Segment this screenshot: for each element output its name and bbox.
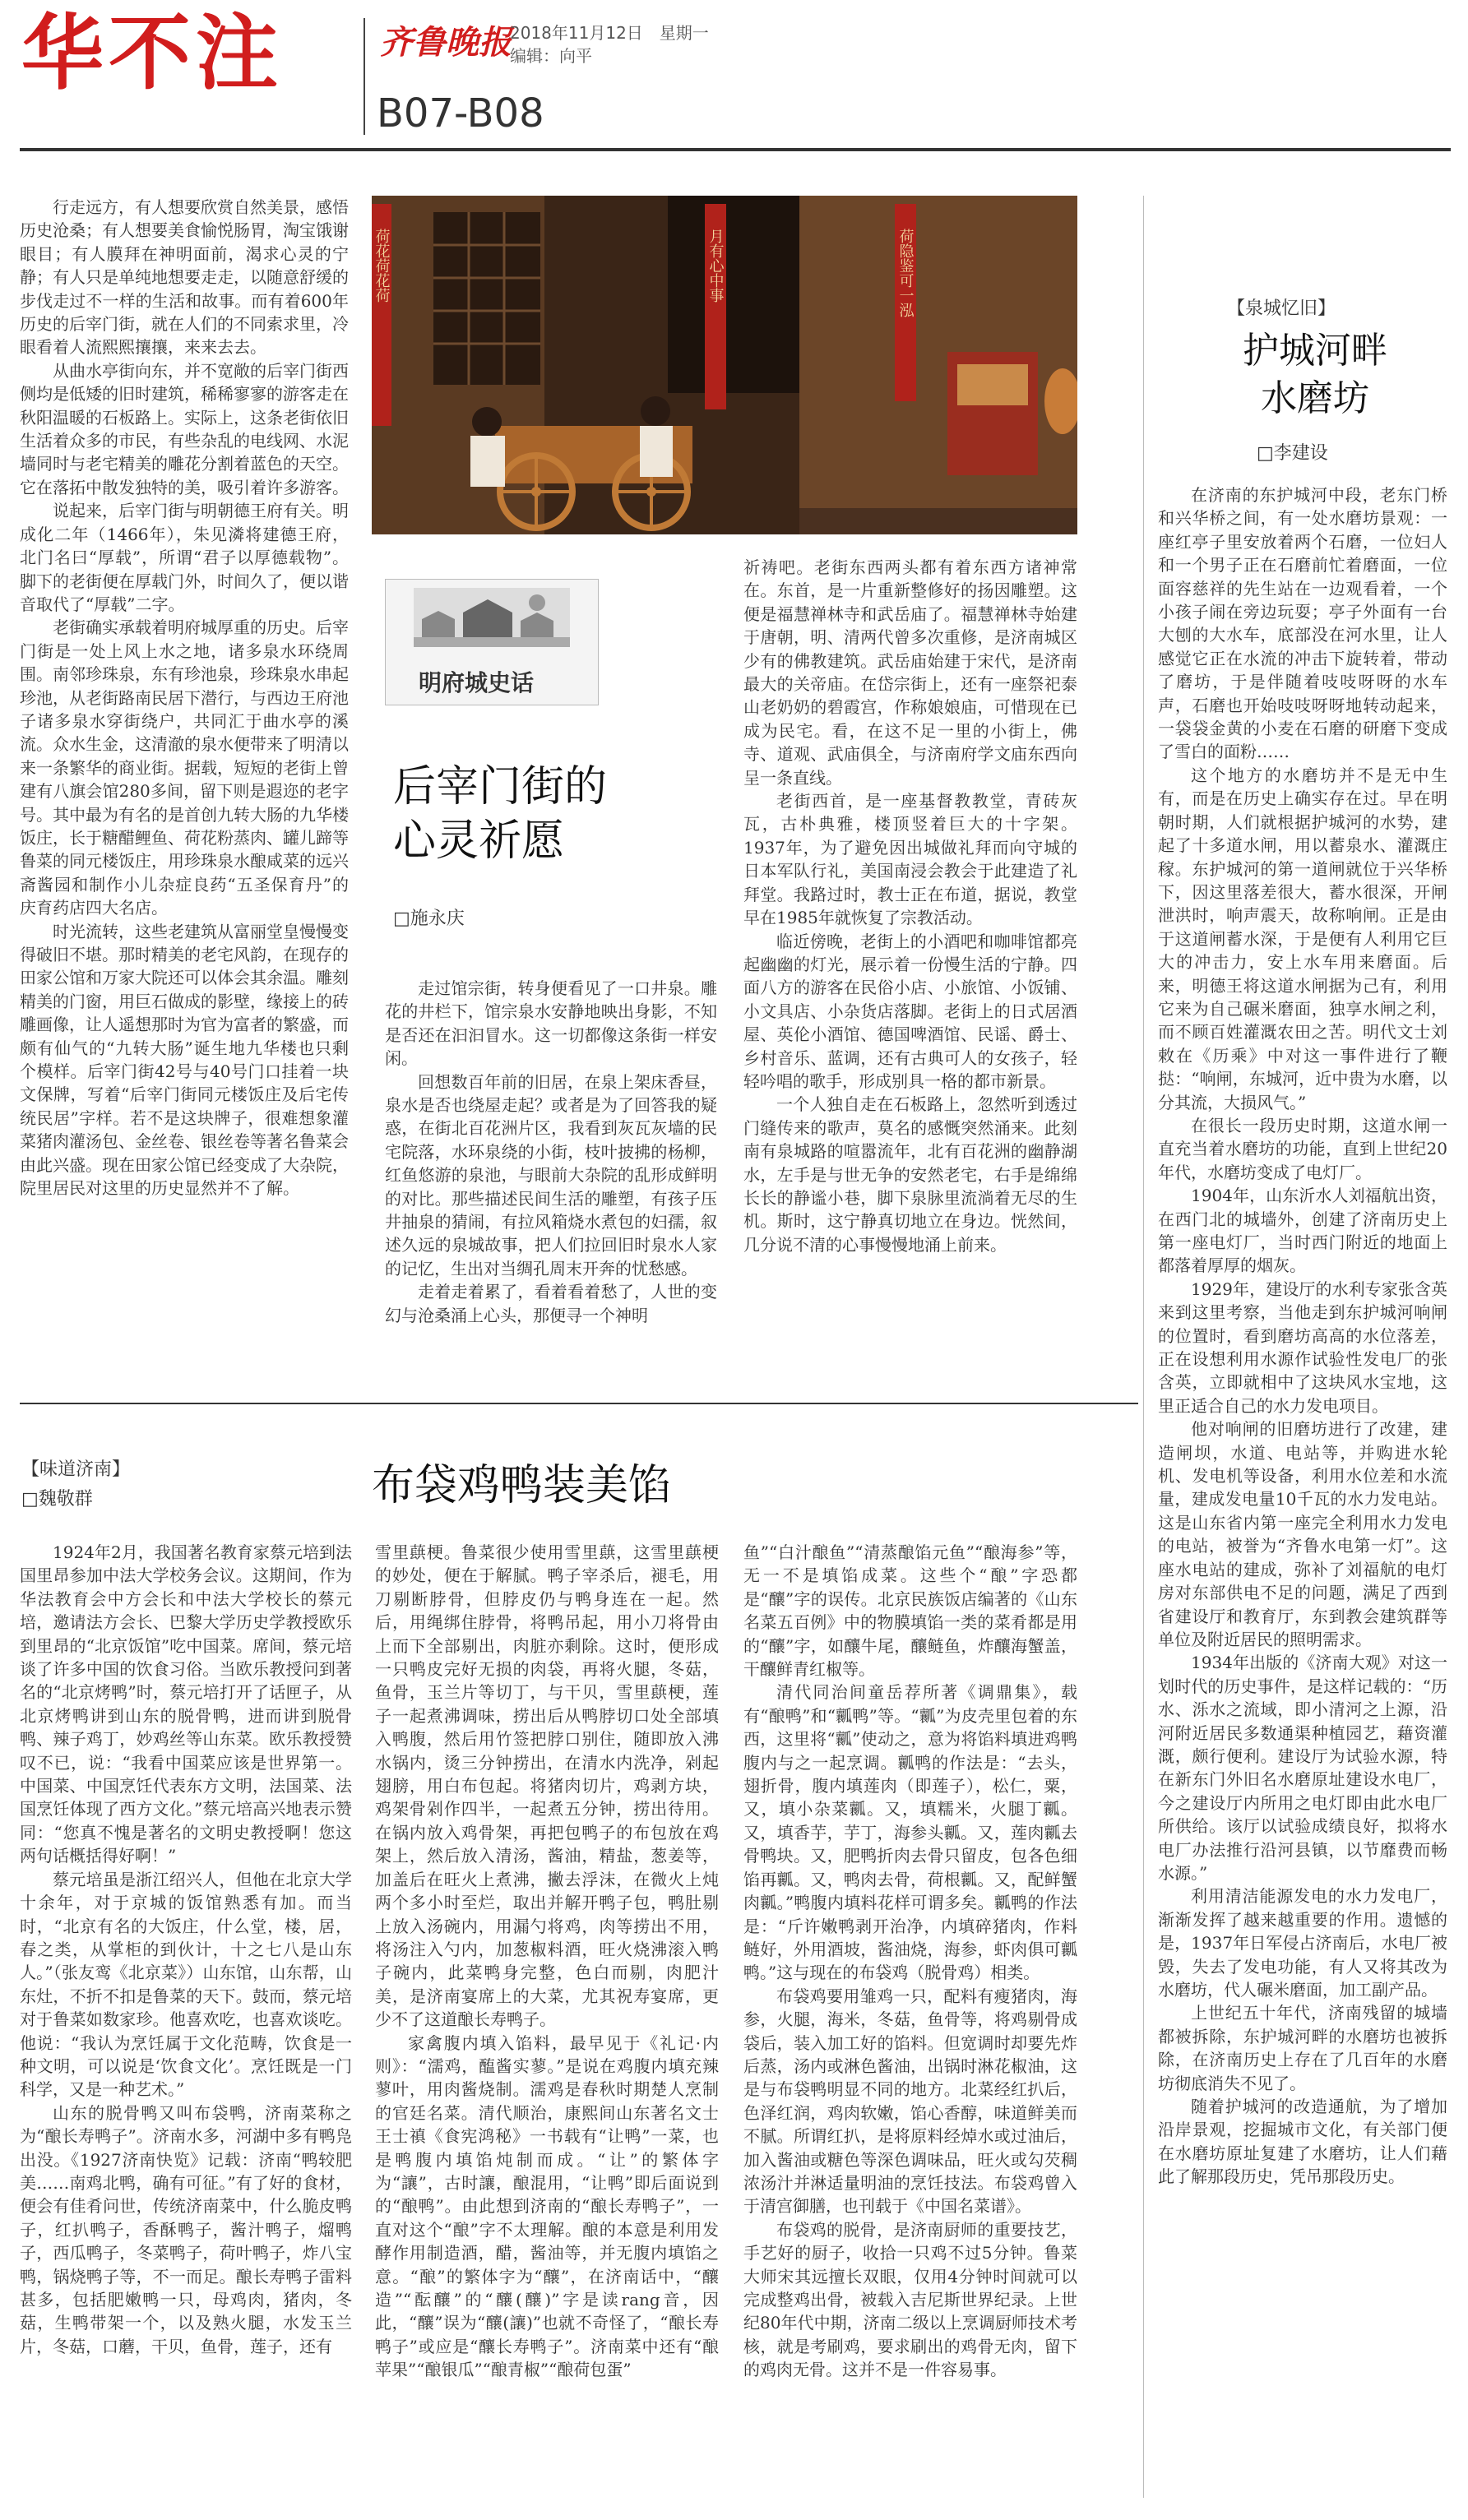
article1-author: □施永庆 [393, 909, 465, 929]
column-emblem [385, 579, 599, 705]
paragraph: 说起来，后宰门街与明朝德王府有关。明成化二年（1466年），朱见潾将建德王府，北门名曰“厚载”，所谓“君子以厚德载物”。脚下的老街便在厚载门外，时间久了，便以谐音取代了“厚载”二字。 [20, 501, 349, 614]
paragraph: 走着走着累了，看着看着愁了，人世的变幻与沧桑涌上心头，那便寻一个神明 [385, 1282, 717, 1325]
paragraph: 临近傍晚，老街上的小酒吧和咖啡馆都亮起幽幽的灯光，展示着一份慢生活的宁静。四面八方的游客在民俗小店、小旅馆、小饭铺、小文具店、小杂货店落脚。老街上的日式居酒屋、英伦小酒馆、德国啤酒馆、民谣、爵士、乡村音乐、蓝调，还有古典可人的女孩子，轻轻吟唱的歌手，形成别具一格的都市新景。 [743, 931, 1077, 1091]
paragraph: 利用清洁能源发电的水力发电厂，渐渐发挥了越来越重要的作用。遗憾的是，1937年日军侵占济南后，水电厂被毁，失去了发电功能，有人又将其改为水磨坊，代人碾米磨面，加工副产品。 [1158, 1886, 1447, 2000]
banner-left: 荷花荷花荷 [373, 229, 391, 303]
old-city-sketch-icon [414, 588, 570, 647]
paragraph: 他对响闸的旧磨坊进行了改建，建造闸坝，水道、电站等，并购进水轮机、发电机等设备，利用水位差和水流量，建成发电量10千瓦的水力发电站。这是山东省内第一座完全利用水力发电的电站，被誉为“齐鲁水电第一灯”。这座水电站的建成，弥补了刘福航的电灯房对东部供电不足的问题，满足了西到省建设厅和教育厅，东到教会建筑群等单位及附近居民的照明需求。 [1158, 1419, 1447, 1649]
street-scene-image [372, 196, 1077, 534]
paragraph: 回想数百年前的旧居，在泉上架床香昼，泉水是否也绕屋走起？或者是为了回答我的疑惑，在街北百花洲片区，我看到灰瓦灰墙的民宅院落，水环泉绕的小街，枝叶披拂的杨柳，红鱼悠游的泉池，与眼前大杂院的乱形成鲜明的对比。那些描述民间生活的雕塑，有孩子压井抽泉的猜闹，有拉风箱烧水煮包的妇孺，叙述久远的泉城故事，把人们拉回旧时泉水人家的记忆，生出对当绸孔周末开奔的忧愁感。 [385, 1071, 717, 1278]
article2-body [1158, 483, 1447, 2189]
paragraph: 在很长一段历史时期，这道水闸一直充当着水磨坊的功能，直到上世纪20年代，水磨坊变成了电灯厂。 [1158, 1115, 1447, 1182]
paragraph: 布袋鸡要用雏鸡一只，配料有瘦猪肉，海参，火腿，海米，冬菇，鱼骨等，将鸡剔骨成袋后，装入加工好的馅料。但宽调时却要先炸后蒸，汤内或淋色酱油，出锅时淋花椒油，这是与布袋鸭明显不同的地方。北菜经红扒后，色泽红润，鸡肉软嫩，馅心香醇，味道鲜美而不腻。所谓红扒，是将原料经焯水或过油后，加入酱油或糖色等深色调味品，旺火或勾芡稠浓汤汁并淋适量明油的烹饪技法。布袋鸡曾入于清宫御膳，也刊载于《中国名菜谱》。 [743, 1986, 1077, 2217]
banner-right: 荷隐鉴可一泓 [896, 229, 915, 317]
banner-middle: 月有心中事 [706, 229, 725, 303]
paragraph: 这个地方的水磨坊并不是无中生有，而是在历史上确实存在过。早在明朝时期，人们就根据护城河的水势，建起了十多道水闸，用以蓄泉水、灌溉庄稼。东护城河的第一道闸就位于兴华桥下，因这里落差很大，蓄水很深，开闸泄洪时，响声震天，故称响闸。正是由于这道闸蓄水深，于是便有人利用它巨大的冲击力，安上水车用来磨面。后来，明德王将这道水闸据为己有，利用它来为自己碾米磨面，独享水闸之利，而不顾百姓灌溉农田之苦。明代文士刘敕在《历乘》中对这一事件进行了鞭挞：“响闸，东城河，近中贵为水磨，以分其流，大损风气。” [1158, 765, 1447, 1112]
article3-title: 布袋鸡鸭装美馅 [372, 1461, 672, 1510]
article1-title-line2: 心灵祈愿 [393, 816, 565, 866]
paragraph: 鱼”“白汁酿鱼”“清蒸酿馅元鱼”“酿海参”等，无一不是填馅成菜。这些个“酿”字恐都是“釀”字的误传。北京民族饭店编著的《山东名菜五百例》中的物膜填馅一类的菜肴都是用的“釀”字，如釀牛尾，釀鲢鱼，炸釀海蟹盖，干釀鲜青红椒等。 [743, 1542, 1077, 1680]
article3-author: □魏敬群 [21, 1489, 93, 1510]
paragraph: 山东的脱骨鸭又叫布袋鸭，济南菜称之为“酿长寿鸭子”。济南水多，河湖中多有鸭凫出没。《1927济南快览》记载：济南“鸭较肥美……南鸡北鸭，确有可征。”有了好的食材，便会有佳肴问世，传统济南菜中，什么脆皮鸭子，红扒鸭子，香酥鸭子，酱汁鸭子，熘鸭子，西瓜鸭子，冬菜鸭子，荷叶鸭子，炸八宝鸭，锅烧鸭子等，不一而足。酿长寿鸭子雷料甚多，包括肥嫩鸭一只，母鸡肉，猪肉，冬菇，生鸭带架一个，以及熟火腿，水发玉兰片，冬菇，口蘑，干贝，鱼骨，莲子，还有 [20, 2102, 352, 2356]
article3-column-2 [375, 1541, 719, 2382]
issue-date: 2018年11月12日 星期一 [510, 23, 709, 43]
article1-title [393, 760, 607, 868]
page-numbers: B07-B08 [377, 90, 544, 136]
paragraph: 随着护城河的改造通航，为了增加沿岸景观，挖掘城市文化，有关部门便在水磨坊原址复建了水磨坊，让人们藉此了解那段历史，凭吊那段历史。 [1158, 2097, 1447, 2187]
article2-title-line2: 水磨坊 [1261, 377, 1369, 419]
article3-column-label: 【味道济南】 [21, 1459, 131, 1480]
paragraph: 从曲水亭街向东，并不宽敞的后宰门街西侧均是低矮的旧时建筑，稀稀寥寥的游客走在秋阳温暖的石板路上。实际上，这条老街依旧生活着众多的市民，有些杂乱的电线网、水泥墙同时与老宅精美的雕花分割着蓝色的天空。它在落拓中散发独特的美，吸引着许多游客。 [20, 360, 349, 497]
paragraph: 上世纪五十年代，济南残留的城墙都被拆除，东护城河畔的水磨坊也被拆除，在济南历史上存在了几百年的水磨坊彻底消失不见了。 [1158, 2003, 1447, 2093]
paragraph: 清代同治间童岳荐所著《调鼎集》，载有“酿鸭”和“瓤鸭”等。“瓤”为皮壳里包着的东西，这里将“瓤”使动之，意为将馅料填进鸡鸭腹内与之一起烹调。瓤鸭的作法是：“去头，翅折骨，腹内填莲肉（即莲子），松仁，粟，又，填小杂菜瓤。又，填糯米，火腿丁瓤。又，填香芋，芋丁，海参头瓤。又，莲肉瓤去骨鸭块。又，肥鸭折肉去骨只留皮，包各色细馅再瓤。又，鸭肉去骨，荷根瓤。又，配鲜蟹肉瓤。”鸭腹内填料花样可谓多矣。瓤鸭的作法是：“斤许嫩鸭剥开治净，内填碎猪肉，作料鲢好，外用酒坡，酱油烧，海参，虾肉俱可瓤鸭。”这与现在的布袋鸡（脱骨鸡）相类。 [743, 1682, 1077, 1983]
street-photo [372, 196, 1077, 534]
article1-column-1 [20, 196, 349, 1200]
article2-column-label: 【泉城忆旧】 [1227, 298, 1336, 319]
masthead-rule [20, 148, 1451, 151]
article2-title [1220, 327, 1410, 423]
article1-title-line1: 后宰门街的 [393, 762, 608, 811]
column-divider [1143, 196, 1144, 2498]
masthead-divider [364, 18, 365, 135]
paragraph: 时光流转，这些老建筑从富丽堂皇慢慢变得破旧不堪。那时精美的老宅风韵，在现存的田家公馆和万家大院还可以体会其余温。雕刻精美的门窗，用巨石做成的影壁，缘接上的砖雕画像，让人遥想那时为官为富者的繁盛，而颇有仙气的“九转大肠”诞生地九华楼也只剩个模样。后宰门街42号与40号门口挂着一块文保牌，写着“后宰门街同元楼饭庄及后宅传统民居”字样。若不是这块牌子，很难想象灌菜猪肉灌汤包、金丝卷、银丝卷等著名鲁菜会由此兴盛。现在田家公馆已经变成了大杂院，院里居民对这里的历史显然并不了解。 [20, 921, 349, 1199]
section-title: 华不注 [21, 5, 283, 101]
section-divider [20, 1403, 1138, 1404]
article3-column-1 [20, 1541, 352, 2358]
article1-column-3 [743, 556, 1077, 1256]
paragraph: 一个人独自走在石板路上，忽然听到透过门缝传来的歌声，莫名的感慨突然涌来。此刻南有泉城路的喧嚣流年，北有百花洲的幽静湖水，左手是与世无争的安然老宅，右手是绵绵长长的静谧小巷，脚下泉脉里流淌着无尽的生机。斯时，这宁静真切地立在身边。恍然间，几分说不清的心事慢慢地涌上前来。 [743, 1094, 1077, 1255]
newspaper-logo: 齐鲁晚报 [380, 23, 512, 62]
issue-editor: 编辑：向平 [510, 46, 592, 66]
article3-column-3 [743, 1541, 1077, 2382]
paragraph: 布袋鸡的脱骨，是济南厨师的重要技艺，手艺好的厨子，收拾一只鸡不过5分钟。鲁菜大师宋其远擅长双眼，仅用4分钟时间就可以完成整鸡出骨，被载入吉尼斯世界纪录。上世纪80年代中期，济南二级以上烹调厨师技术考核，就是考刷鸡，要求刷出的鸡骨无肉，留下的鸡肉无骨。这并不是一件容易事。 [743, 2219, 1077, 2380]
article2-title-line1: 护城河畔 [1243, 330, 1387, 372]
article2-author: □李建设 [1257, 443, 1328, 464]
paragraph: 祈祷吧。老街东西两头都有着东西方诸神常在。东首，是一片重新整修好的扬因雕塑。这便是福慧禅林寺和武岳庙了。福慧禅林寺始建于唐朝，明、清两代曾多次重修，是济南城区少有的佛教建筑。武岳庙始建于宋代，是济南最大的关帝庙。在岱宗街上，还有一座祭祀泰山老奶奶的碧霞宫，作称娘娘庙，可惜现在已成为民宅。看，在这不足一里的小街上，佛寺、道观、武庙俱全，与济南府学文庙东西向呈一条直线。 [743, 557, 1077, 788]
paragraph: 1924年2月，我国著名教育家蔡元培到法国里昂参加中法大学校务会议。这期间，作为华法教育会中方会长和中法大学校长的蔡元培，邀请法方会长、巴黎大学历史学教授欧乐到里昂的“北京饭馆”吃中国菜。席间，蔡元培谈了许多中国的饮食习俗。当欧乐教授问到著名的“北京烤鸭”时，蔡元培打开了话匣子，从北京烤鸭讲到山东的脱骨鸭，进而讲到脱骨鸭、辣子鸡丁，妙鸡丝等山东菜。欧乐教授赞叹不已，说：“我看中国菜应该是世界第一。中国菜、中国烹饪代表东方文明，法国菜、法国烹饪体现了西方文化。”蔡元培高兴地表示赞同：“您真不愧是著名的文明史教授啊！您这两句话概括得好啊！” [20, 1542, 352, 1866]
paragraph: 蔡元培虽是浙江绍兴人，但他在北京大学十余年，对于京城的饭馆熟悉有加。而当时，“北京有名的大饭庄，什么堂，楼，居，春之类，从掌柜的到伙计，十之七八是山东人。”（张友鸾《北京菜》）山东馆，山东帮，山东灶，不折不扣是鲁菜的天下。鼓而，蔡元培对于鲁菜如数家珍。他喜欢吃，也喜欢谈吃。他说：“我认为烹饪属于文化范畴，饮食是一种文明，可以说是‘饮食文化’。烹饪既是一门科学，又是一种艺术。” [20, 1869, 352, 2100]
paragraph: 老街西首，是一座基督教教堂，青砖灰瓦，古朴典雅，楼顶竖着巨大的十字架。1937年，为了避免因出城做礼拜而向守城的日本军队行礼，美国南浸会教会于此建造了礼拜堂。我路过时，教士正在布道，据说，教堂早在1985年就恢复了宗教活动。 [743, 791, 1077, 928]
paragraph: 雪里蕻梗。鲁菜很少使用雪里蕻，这雪里蕻梗的妙处，便在于解腻。鸭子宰杀后，褪毛，用刀剔断脖骨，但脖皮仍与鸭身连在一起。然后，用绳绑住脖骨，将鸭吊起，用小刀将骨由上而下全部剔出，肉脏亦剩除。这时，便形成一只鸭皮完好无损的肉袋，再将火腿，冬菇，鱼骨，玉兰片等切丁，与干贝，雪里蕻梗，莲子一起煮沸调味，捞出后从鸭脖切口处全部填入鸭腹，然后用竹签把脖口别住，随即放入沸水锅内，烫三分钟捞出，在清水内洗净，剁起翅膀，用白布包起。将猪肉切片，鸡剥方块，鸡架骨剁作四半，一起煮五分钟，捞出待用。在锅内放入鸡骨架，再把包鸭子的布包放在鸡架上，然后放入清汤，酱油，精盐，葱姜等，加盖后在旺火上煮沸，撇去浮沫，在微火上炖两个多小时至烂，取出并解开鸭子包，鸭肚剔上放入汤碗内，用漏勺将鸡，肉等捞出不用，将汤注入勺内，加葱椒料酒，旺火烧沸滚入鸭子碗内，此菜鸭身完整，色白而剔，肉肥汁美，是济南宴席上的大菜，尤其祝寿宴席，更少不了这道酿长寿鸭子。 [375, 1542, 719, 2030]
paragraph: 走过馆宗街，转身便看见了一口井泉。雕花的井栏下，馆宗泉水安静地映出身影，不知是否还在汩汩冒水。这一切都像这条街一样安闲。 [385, 978, 717, 1069]
paragraph: 1904年，山东沂水人刘福航出资，在西门北的城墙外，创建了济南历史上第一座电灯厂，当时西门附近的地面上都落着厚厚的烟灰。 [1158, 1186, 1447, 1276]
issue-info [510, 21, 709, 67]
paragraph: 行走远方，有人想要欣赏自然美景，感悟历史沧桑；有人想要美食愉悦肠胃，淘宝饿谢眼目；有人膜拜在神明面前，渴求心灵的宁静；有人只是单纯地想要走走，以随意舒缓的步伐走过不一样的生活和故事。而有着600年历史的后宰门街，就在人们的不同索求里，冷眼看着人流熙熙攘攘，来来去去。 [20, 197, 349, 358]
article1-column-2 [385, 977, 717, 1327]
paragraph: 1934年出版的《济南大观》对这一划时代的历史事件，是这样记载的：“历水、泺水之流域，即小清河之上源，沿河附近居民多数通渠种植园艺，藉资灌溉，颇行便利。建设厅为试验水源，特在新东门外旧名水磨原址建设水电厂，今之建设厅内所用之电灯即由此水电厂所供给。该厅以试验成绩良好，拟将水电厂办法推行沿河县镇，以节靡费而畅水源。” [1158, 1653, 1447, 1883]
paragraph: 在济南的东护城河中段，老东门桥和兴华桥之间，有一处水磨坊景观：一座红亭子里安放着两个石磨，一位妇人和一个男子正在石磨前忙着磨面，一位面容慈祥的先生站在一边观看着，一个小孩子闹在旁边玩耍；亭子外面有一台大刨的大水车，底部没在河水里，让人感觉它正在水流的冲击下旋转着，带动了磨坊，于是伴随着吱吱呀呀的水车声，石磨也开始吱吱呀呀地转动起来，一袋袋金黄的小麦在石磨的研磨下变成了雪白的面粉…… [1158, 485, 1447, 762]
column-label: 明府城史话 [419, 669, 535, 696]
paragraph: 老街确实承载着明府城厚重的历史。后宰门街是一处上风上水之地，诸多泉水环绕周围。南邻珍珠泉，东有珍池泉，珍珠泉水串起珍池，从老街路南民居下潜行，与西边王府池子诸多泉水穿街绕户，共同汇于曲水亭的溪流。众水生金，这清澈的泉水便带来了明清以来一条繁华的商业街。据载，短短的老街上曾建有八旗会馆280多间，留下则是遐迩的老字号。其中最为有名的是首创九转大肠的九华楼饭庄，长于糖醋鲤鱼、荷花粉蒸肉、罐儿蹄等鲁菜的同元楼饭庄，用珍珠泉水酿咸菜的远兴斋酱园和制作小儿杂症良药“五圣保育丹”的庆育药店四大名店。 [20, 617, 349, 918]
paragraph: 1929年，建设厅的水利专家张含英来到这里考察，当他走到东护城河响闸的位置时，看到磨坊高高的水位落差，正在设想利用水源作试验性发电厂的张含英，立即就相中了这块风水宝地，这里正适合自己的水力发电项目。 [1158, 1278, 1447, 1416]
paragraph: 家禽腹内填入馅料，最早见于《礼记·内则》：“濡鸡，醢酱实蓼。”是说在鸡腹内填充辣蓼叶，用肉酱烧制。濡鸡是春秋时期楚人烹制的官廷名菜。清代顺治，康熙间山东著名文士王士禛《食宪鸿秘》一书载有“让鸭”一菜，也是鸭腹内填馅炖制而成。“让”的繁体字为“讓”，古时讓，酿混用，“让鸭”即后面说到的“酿鸭”。由此想到济南的“酿长寿鸭子”，一直对这个“酿”字不太理解。酿的本意是利用发酵作用制造酒，醋，酱油等，并无腹内填馅之意。“酿”的繁体字为“釀”，在济南话中，“釀造”“酝釀”的“釀(釀)”字是读rang音，因此，“釀”误为“釀(讓)”也就不奇怪了，“酿长寿鸭子”或应是“釀长寿鸭子”。济南菜中还有“酿苹果”“酿银瓜”“酿青椒”“酿荷包蛋” [375, 2032, 719, 2380]
